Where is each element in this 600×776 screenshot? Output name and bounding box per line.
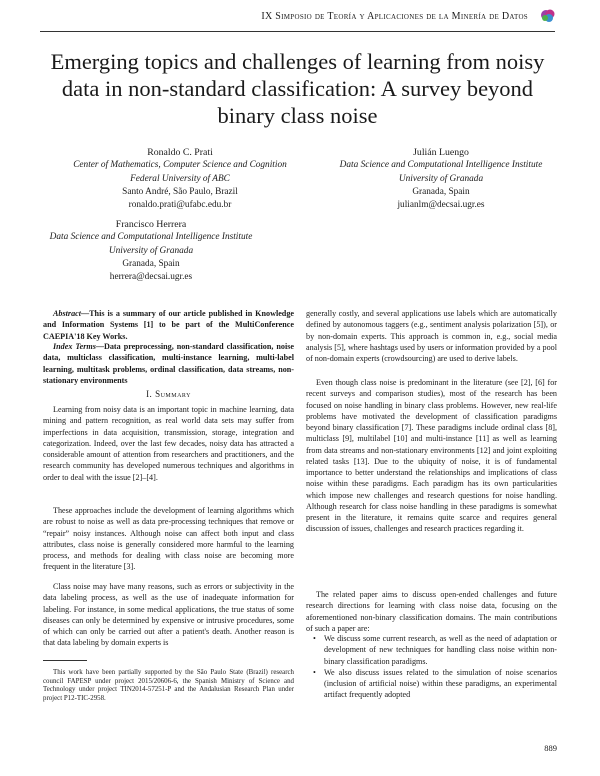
paragraph: The related paper aims to discuss open-ended challenges and future research directions for learning with class noise data, focusing on the aforementioned non-binary classification domains. The main contributions of such a paper are:	[306, 590, 557, 633]
list-item: • We discuss some current research, as well as the need of adaptation or development of new techniques for handling class noise within non-binary classification paradigms.	[306, 633, 557, 667]
author-dept: Center of Mathematics, Computer Science and Cognition	[73, 160, 287, 171]
section-title: Summary	[155, 389, 191, 399]
index-terms-text: —Data preprocessing, non-standard classification, noise data, multiclass classification, multi-instance learning, multi-label learning, multitask problems, ordinal classification, data streams, non-stationary environments	[43, 342, 294, 385]
author-city: Granada, Spain	[122, 258, 180, 269]
contributions-list	[306, 633, 557, 701]
abstract	[43, 308, 294, 342]
author-email: julianlm@decsai.ugr.es	[397, 200, 485, 211]
author-name: Francisco Herrera	[115, 219, 187, 230]
abstract-label: Abstract	[53, 309, 81, 318]
author-city: Santo André, São Paulo, Brazil	[122, 186, 238, 197]
author-dept: Data Science and Computational Intelligence Institute	[49, 232, 253, 243]
page-number: 889	[544, 743, 557, 753]
paragraph: These approaches include the development of learning algorithms which are robust to noise as well as data pre-processing techniques that remove or “repair” noisy instances. Although noise can affect both input and class attributes, class noise is generally considered more harmful to the learning process, and methods for dealing with class noise are becoming more frequent in the literature [3].	[43, 506, 294, 572]
author-dept: Data Science and Computational Intelligence Institute	[339, 160, 543, 171]
author-block-2	[328, 146, 554, 212]
index-terms	[43, 341, 294, 386]
paragraph: Learning from noisy data is an important topic in machine learning, data mining and pattern recognition, as real world data sets may suffer from imperfections in data acquisition, transmission, storage, integration and categorization. Indeed, over the last few decades, noisy data has attracted a considerable amount of attention from researchers and practitioners, and the research community has developed numerous techniques and algorithms in order to deal with the issue [2]–[4].	[43, 405, 294, 482]
paragraph: Even though class noise is predominant in the literature (see [2], [6] for recent surveys and comparison studies), most of the research has been focused on noise handling in binary class problems. However, new real-life problems have motivated the development of classification paradigms beyond binary classification [7]. These paradigms include ordinal class [8], multiclass [9], multilabel [10] and multi-instance [11] as well as learning from data streams and non-stationary environments [12] and joint exploiting related tasks [13]. Due to the ubiquity of noise, it is of fundamental importance to better understand the relationships and implications of class noise within these paradigms. Each paradigm has its own particularities which impose new challenges and research questions for noise handling. Although research for class noise handling in these paradigms is somewhat present in the literature, it remains quite scarce and requires general discussion of issues, challenges and research practices regarding it.	[306, 378, 557, 534]
index-terms-label: Index Terms	[53, 342, 96, 351]
paragraph: Class noise may have many reasons, such as errors or subjectivity in the data labeling process, as well as the use of inadequate information for labeling. For instance, in some medical applications, the true status of some diseases can only be determined by expensive or intrusive procedures, some of which can only be carried out after a patient's death. Another reason is that data labeling by domain experts is	[43, 582, 294, 648]
author-block-1	[50, 146, 310, 212]
footnote-rule	[43, 660, 87, 661]
author-name: Julián Luengo	[413, 147, 469, 158]
footnote: This work have been partially supported by the São Paulo State (Brazil) research council FAPESP under project 2015/20606-6, the Spanish Ministry of Science and Technology under project TIN2014-57251-P and the Andalusian Research Plan under project P12-TIC-2958.	[43, 669, 294, 702]
list-item: • We also discuss issues related to the simulation of noise scenarios (inclusion of artificial noise) within these paradigms, an experimental artifact frequently adopted	[306, 667, 557, 701]
author-block-3	[24, 218, 278, 284]
author-email: ronaldo.prati@ufabc.edu.br	[128, 200, 232, 211]
brain-logo-icon	[540, 8, 556, 24]
section-heading	[43, 389, 294, 399]
author-org: University of Granada	[398, 173, 484, 184]
author-org: University of Granada	[108, 245, 194, 256]
author-name: Ronaldo C. Prati	[147, 147, 213, 158]
author-org: Federal University of ABC	[130, 173, 230, 184]
paper-title: Emerging topics and challenges of learning from noisy data in non-standard classification: A survey beyond binary class noise	[50, 49, 545, 128]
running-head: IX Simposio de Teoría y Aplicaciones de la Minería de Datos	[261, 11, 528, 22]
author-city: Granada, Spain	[412, 186, 470, 197]
paragraph: generally costly, and several applications use labels which are automatically defined by autonomous taggers (e.g., sentiment analysis polarization [5]), or by non-domain experts. This approach is common in, e.g., social media analysis [5], where hashtags used by users or information provided by a pool of non-domain experts (crowdsourcing) are used to derive labels.	[306, 309, 557, 363]
author-email: herrera@decsai.ugr.es	[109, 272, 193, 283]
section-number: I.	[146, 389, 153, 399]
header-rule	[40, 31, 555, 32]
abstract-text: —This is a summary of our article published in Knowledge and Information Systems [1] to be part of the MultiConference CAEPIA'18 Key Works.	[43, 309, 294, 341]
